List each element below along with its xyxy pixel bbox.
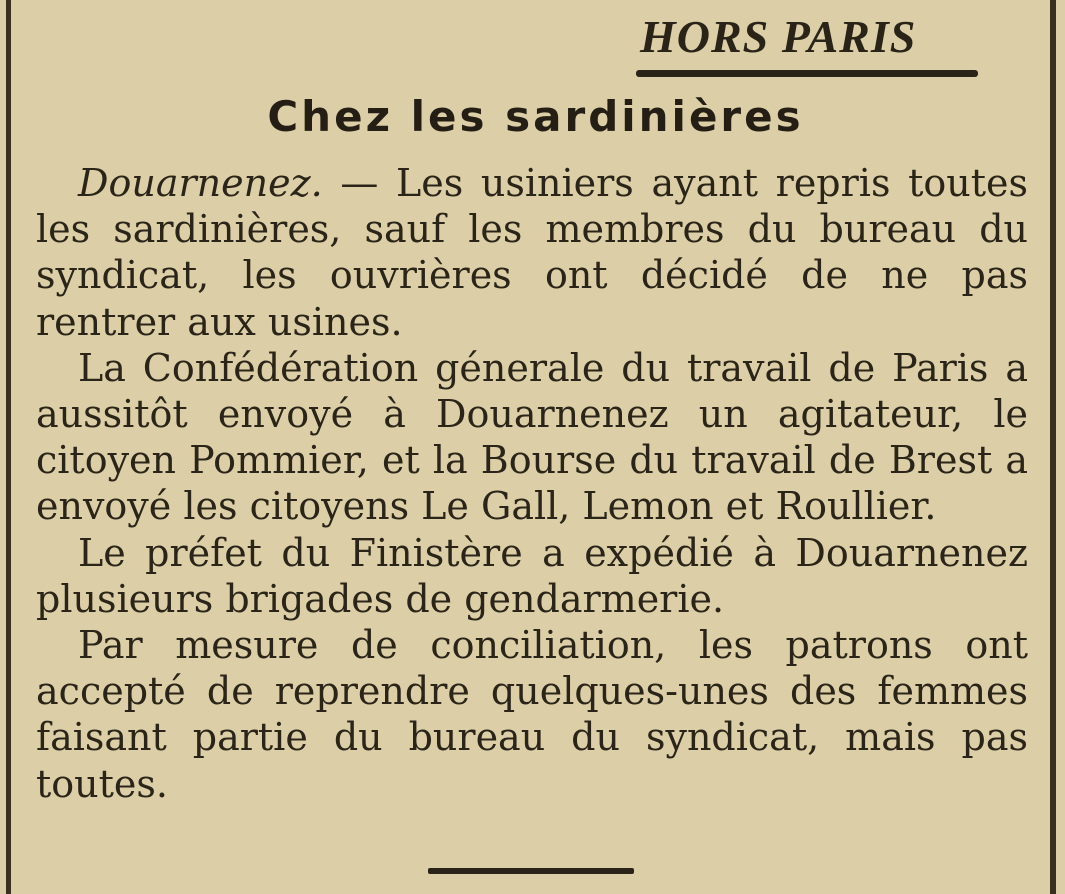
- article-paragraph-3: Le préfet du Finistère a expédié à Douarnenez plusieurs brigades de gendarmerie.: [36, 530, 1028, 621]
- article-dateline: Douarnenez.: [78, 161, 323, 205]
- article-end-rule: [428, 868, 634, 874]
- article-paragraph-1: [36, 160, 1028, 345]
- article-paragraph-1-text: — Les usiniers ayant repris toutes les sardinières, sauf les membres du bureau du syndicat, les ouvrières ont décidé de ne pas rentrer aux usines.: [36, 161, 1028, 344]
- section-heading-underline: [636, 70, 978, 77]
- article-paragraph-2: La Confédération génerale du travail de Paris a aussitôt envoyé à Douarnenez un agitateur, le citoyen Pommier, et la Bourse du travail de Brest a envoyé les citoyens Le Gall, Lemon et Roullier.: [36, 345, 1028, 529]
- article-headline: Chez les sardinières: [267, 92, 804, 141]
- section-heading: HORS PARIS: [640, 11, 917, 62]
- article-body: [36, 160, 1028, 807]
- article-paragraph-4: Par mesure de conciliation, les patrons ont accepté de reprendre quelques-unes des femmes faisant partie du bureau du syndicat, mais pas toutes.: [36, 623, 1028, 806]
